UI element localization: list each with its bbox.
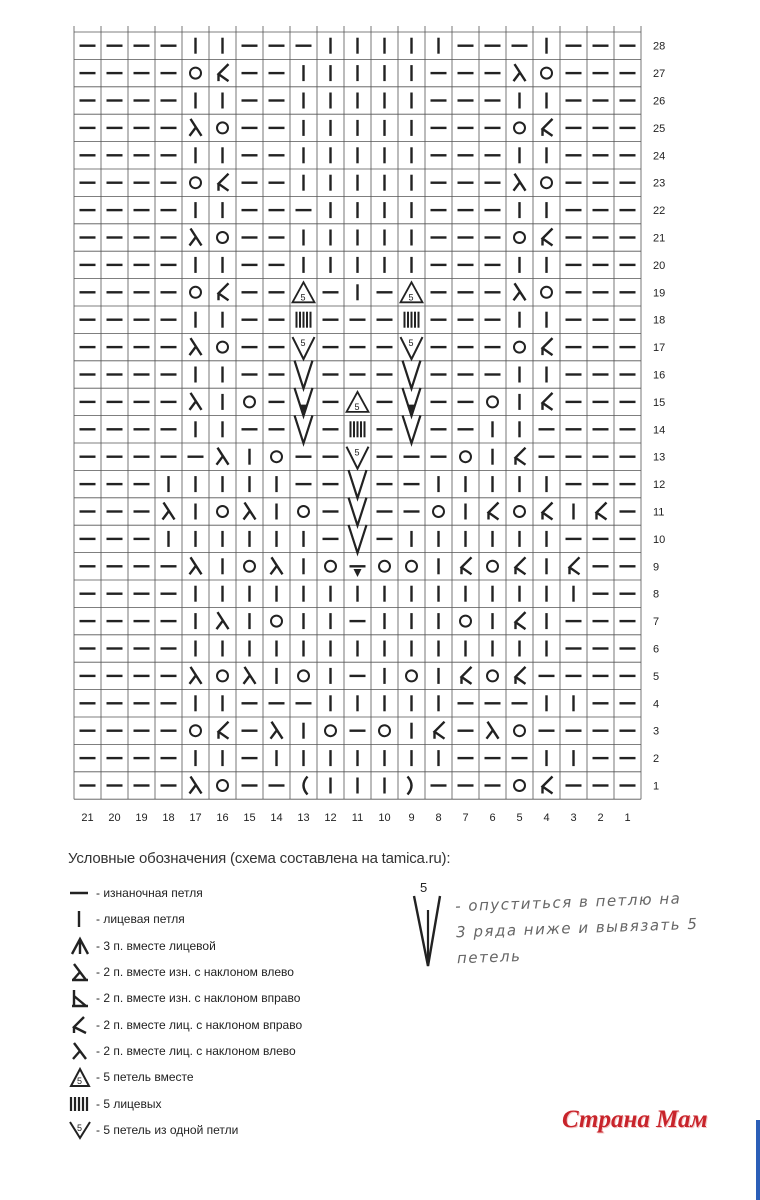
decrease-left	[271, 722, 283, 739]
row-label: 12	[653, 479, 666, 492]
five-knit-symbol-icon	[66, 1092, 96, 1116]
svg-text:5: 5	[300, 338, 306, 349]
yarn-over	[379, 561, 390, 572]
drop-arrow	[349, 498, 367, 526]
knit-symbol-icon	[66, 907, 96, 931]
row-label: 15	[653, 396, 666, 409]
legend-item-k2tog-left	[66, 1038, 396, 1064]
five-from-one	[347, 447, 369, 469]
yarn-over	[433, 506, 444, 517]
row-label: 27	[653, 68, 666, 81]
svg-text:5: 5	[300, 292, 306, 303]
purl-symbol-icon	[66, 881, 96, 905]
row-label: 28	[653, 40, 666, 53]
row-label: 1	[653, 780, 660, 793]
p2tog-right-symbol-icon	[66, 986, 96, 1010]
decrease-right	[516, 667, 526, 684]
bracket-left	[304, 777, 308, 795]
legend-item-p2tog-left	[66, 959, 396, 985]
decrease-right	[489, 503, 499, 520]
chart-symbols	[80, 38, 636, 795]
yarn-over	[487, 396, 498, 407]
five-together	[293, 282, 315, 302]
column-label: 17	[189, 812, 202, 825]
yarn-over	[406, 670, 417, 681]
five-from-one-symbol-icon	[66, 1118, 96, 1142]
legend-text: - 3 п. вместе лицевой	[96, 938, 216, 953]
column-label: 14	[270, 812, 283, 825]
row-label: 5	[653, 670, 660, 683]
five-from-one	[401, 337, 423, 359]
legend-text: - 2 п. вместе изн. с наклоном вправо	[96, 991, 301, 1006]
yarn-over	[190, 68, 201, 79]
arrow-head-icon	[354, 569, 362, 577]
column-label: 18	[162, 812, 175, 825]
decrease-left	[190, 229, 202, 246]
column-label: 8	[435, 812, 442, 825]
column-label: 15	[243, 812, 256, 825]
watermark-logo: Страна Мам	[562, 1106, 708, 1133]
row-label: 23	[653, 177, 666, 190]
row-label: 20	[653, 259, 666, 272]
legend-item-five-knit	[66, 1090, 396, 1116]
decrease-right	[543, 777, 553, 794]
column-label: 16	[216, 812, 229, 825]
yarn-over	[460, 616, 471, 627]
yarn-over	[541, 287, 552, 298]
row-label: 18	[653, 314, 666, 327]
yarn-over	[460, 451, 471, 462]
legend-item-five-from-one	[66, 1117, 396, 1143]
drop-arrow	[349, 470, 367, 498]
column-label: 3	[570, 812, 577, 825]
decrease-left	[487, 722, 499, 739]
row-label: 17	[653, 342, 666, 355]
row-label: 26	[653, 95, 666, 108]
legend-text: - изнаночная петля	[96, 886, 203, 901]
legend-text: - 5 лицевых	[96, 1096, 162, 1111]
yarn-over	[217, 506, 228, 517]
row-label: 4	[653, 698, 660, 711]
decrease-left	[190, 393, 202, 410]
row-label: 7	[653, 616, 660, 629]
row-label: 3	[653, 725, 660, 738]
row-label: 13	[653, 451, 666, 464]
decrease-left	[514, 174, 526, 191]
decrease-left	[514, 283, 526, 300]
row-label: 14	[653, 424, 666, 437]
bracket-right	[408, 777, 412, 795]
column-label: 6	[489, 812, 496, 825]
svg-text:5: 5	[77, 1076, 83, 1087]
yarn-over	[406, 561, 417, 572]
yarn-over	[514, 506, 525, 517]
decrease-left	[190, 777, 202, 794]
svg-text:5: 5	[408, 338, 414, 349]
yarn-over	[541, 68, 552, 79]
decrease-left	[190, 557, 202, 574]
decrease-left	[190, 119, 202, 136]
drop-arrow	[403, 415, 421, 443]
row-label: 21	[653, 232, 666, 245]
yarn-over	[541, 177, 552, 188]
row-label: 2	[653, 753, 660, 766]
column-label: 21	[81, 812, 94, 825]
decrease-left	[217, 448, 229, 465]
decrease-left	[271, 557, 283, 574]
decrease-left	[244, 667, 256, 684]
row-label: 8	[653, 588, 660, 601]
decrease-right	[219, 283, 229, 300]
column-label: 5	[516, 812, 523, 825]
row-label: 19	[653, 287, 666, 300]
yarn-over	[298, 506, 309, 517]
corner-mark	[756, 1120, 760, 1200]
row-label: 11	[653, 506, 665, 519]
row-label: 24	[653, 150, 666, 163]
five-knit	[405, 312, 419, 328]
p2tog-left-symbol-icon	[66, 960, 96, 984]
decrease-right	[219, 174, 229, 191]
column-label: 4	[543, 812, 550, 825]
yarn-over	[244, 396, 255, 407]
decrease-right	[219, 64, 229, 81]
yarn-over	[325, 561, 336, 572]
note-line-1: - опуститься в петлю на	[454, 889, 682, 916]
decrease-right	[570, 557, 580, 574]
legend-title: Условные обозначения (схема составлена на tamica.ru):	[68, 850, 451, 867]
five-together	[347, 392, 369, 412]
yarn-over	[298, 670, 309, 681]
row-label: 22	[653, 205, 666, 218]
legend-item-knit	[66, 906, 396, 932]
drop-arrow	[295, 415, 313, 443]
yarn-over	[271, 451, 282, 462]
legend-item-k3tog	[66, 933, 396, 959]
legend-item-five-tog	[66, 1064, 396, 1090]
legend-text: - 2 п. вместе лиц. с наклоном влево	[96, 1043, 296, 1058]
yarn-over	[217, 342, 228, 353]
yarn-over	[514, 725, 525, 736]
five-knit	[351, 421, 365, 437]
decrease-right	[543, 503, 553, 520]
decrease-right	[516, 612, 526, 629]
decrease-left	[514, 64, 526, 81]
yarn-over	[271, 616, 282, 627]
column-label: 12	[324, 812, 337, 825]
column-label: 7	[462, 812, 469, 825]
decrease-right	[543, 119, 553, 136]
legend	[66, 880, 396, 1143]
yarn-over	[217, 670, 228, 681]
legend-text: - 5 петель из одной петли	[96, 1122, 239, 1137]
row-label: 10	[653, 533, 666, 546]
column-label: 1	[624, 812, 631, 825]
k2tog-right-symbol-icon	[66, 1013, 96, 1037]
column-label: 13	[297, 812, 310, 825]
yarn-over	[379, 725, 390, 736]
decrease-right	[597, 503, 607, 520]
legend-text: - 5 петель вместе	[96, 1070, 194, 1085]
legend-item-k2tog-right	[66, 1011, 396, 1037]
row-label: 25	[653, 122, 666, 135]
decrease-right	[435, 722, 445, 739]
yarn-over	[514, 342, 525, 353]
row-label: 16	[653, 369, 666, 382]
yarn-over	[217, 780, 228, 791]
yarn-over	[487, 670, 498, 681]
drop-arrow	[349, 525, 367, 553]
legend-text: - 2 п. вместе изн. с наклоном влево	[96, 965, 294, 980]
legend-item-p2tog-right	[66, 985, 396, 1011]
decrease-right	[543, 393, 553, 410]
decrease-right	[516, 448, 526, 465]
svg-text:5: 5	[420, 880, 428, 895]
column-label: 2	[597, 812, 604, 825]
yarn-over	[217, 122, 228, 133]
svg-text:5: 5	[354, 401, 360, 412]
decrease-right	[219, 722, 229, 739]
yarn-over	[487, 561, 498, 572]
svg-text:5: 5	[354, 447, 360, 458]
handwritten-note	[455, 883, 758, 971]
yarn-over	[325, 725, 336, 736]
drop-arrow	[295, 361, 313, 389]
row-label: 9	[653, 561, 660, 574]
yarn-over	[190, 725, 201, 736]
legend-text: - лицевая петля	[96, 912, 185, 927]
note-line-2: 3 ряда ниже и вывязать 5 петель	[455, 914, 699, 968]
decrease-right	[462, 667, 472, 684]
decrease-right	[543, 229, 553, 246]
drop-arrow	[403, 361, 421, 389]
yarn-over	[190, 177, 201, 188]
yarn-over	[217, 232, 228, 243]
decrease-left	[163, 503, 175, 520]
column-label: 10	[378, 812, 391, 825]
yarn-over	[514, 232, 525, 243]
yarn-over	[244, 561, 255, 572]
five-together	[401, 282, 423, 302]
legend-text: - 2 п. вместе лиц. с наклоном вправо	[96, 1017, 303, 1032]
decrease-right	[543, 338, 553, 355]
column-label: 9	[408, 812, 415, 825]
column-label: 11	[351, 812, 364, 825]
decrease-left	[190, 667, 202, 684]
yarn-over	[190, 287, 201, 298]
k2tog-left-symbol-icon	[66, 1039, 96, 1063]
svg-text:5: 5	[408, 292, 414, 303]
column-label: 20	[108, 812, 121, 825]
svg-text:5: 5	[77, 1122, 83, 1133]
decrease-right	[516, 557, 526, 574]
five-tog-symbol-icon	[66, 1065, 96, 1089]
decrease-right	[462, 557, 472, 574]
legend-item-purl	[66, 880, 396, 906]
decrease-left	[217, 612, 229, 629]
five-from-one	[293, 337, 315, 359]
row-label: 6	[653, 643, 660, 656]
column-label: 19	[135, 812, 148, 825]
decrease-left	[244, 503, 256, 520]
yarn-over	[514, 122, 525, 133]
drop-stitch-arrow-icon	[408, 880, 448, 972]
decrease-left	[190, 338, 202, 355]
five-knit	[297, 312, 311, 328]
k3tog-symbol-icon	[66, 934, 96, 958]
yarn-over	[514, 780, 525, 791]
